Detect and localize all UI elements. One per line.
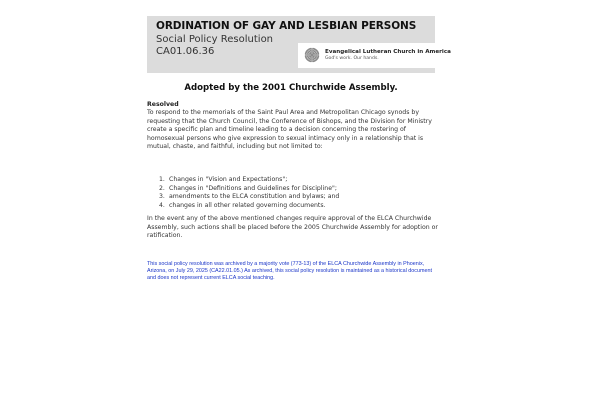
list-text: Changes in "Definitions and Guidelines for Discipline"; — [169, 184, 337, 192]
list-item — [159, 202, 429, 211]
document-title: ORDINATION OF GAY AND LESBIAN PERSONS — [156, 20, 417, 32]
elca-logo — [298, 43, 451, 68]
document-code: CA01.06.36 — [156, 46, 215, 57]
list-text: Changes in "Vision and Expectations"; — [169, 176, 288, 183]
list-text: changes in all other related governing documents. — [169, 201, 326, 209]
document-subtitle: Social Policy Resolution — [156, 34, 274, 45]
list-number: 1. — [159, 176, 165, 183]
elca-cross-icon — [304, 47, 320, 63]
adoption-heading: Adopted by the 2001 Churchwide Assembly. — [184, 83, 398, 93]
changes-list — [159, 176, 429, 210]
list-item — [159, 185, 429, 194]
list-item — [159, 176, 429, 185]
header-banner — [147, 16, 451, 73]
list-text: amendments to the ELCA constitution and bylaws; and — [169, 193, 340, 201]
resolved-paragraph: To respond to the memorials of the Saint Paul Area and Metropolitan Chicago synods by requesting that the Church Council, the Conference of Bishops, and the Division for Ministry create a specific plan and timeline leading to a decision concerning the rostering of homosexual persons who give expression to sexual intimacy only in a relationship that is mutual, chaste, and faithful, including but not limited to: — [147, 109, 432, 151]
logo-tagline: God's work. Our hands. — [325, 56, 379, 61]
list-item — [159, 193, 429, 202]
logo-organization-name: Evangelical Lutheran Church in America — [325, 49, 451, 55]
list-number: 3. — [159, 193, 165, 201]
list-number: 2. — [159, 184, 165, 192]
event-paragraph: In the event any of the above mentioned changes require approval of the ELCA Churchwide Assembly, such actions shall be placed before the 2005 Churchwide Assembly for adoption or ratification. — [147, 215, 438, 240]
resolved-label: Resolved — [147, 101, 179, 108]
archive-notice: This social policy resolution was archived by a majority vote (773-13) of the ELCA Churchwide Assembly in Phoenix, Arizona, on July 29, 2025 (CA22.01.05.) As archived, this social policy resolution is maintained as a historical document and does not represent current ELCA social teaching. — [147, 261, 432, 282]
document-page — [147, 16, 451, 282]
list-number: 4. — [159, 201, 165, 209]
